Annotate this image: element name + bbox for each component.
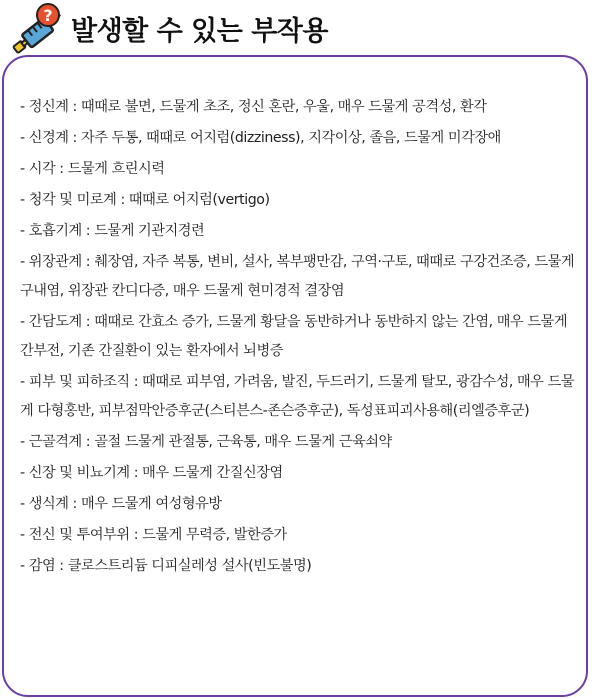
side-effects-list [20, 93, 576, 583]
list-item: - 전신 및 투여부위 : 드물게 무력증, 발한증가 [20, 527, 287, 543]
list-item: - 청각 및 미로계 : 때때로 어지럼(vertigo) [20, 192, 270, 208]
page-title: 발생할 수 있는 부작용 [71, 16, 328, 47]
list-item: - 근골격계 : 골절 드물게 관절통, 근육통, 매우 드물게 근육쇠약 [20, 434, 392, 450]
list-item: - 정신계 : 때때로 불면, 드물게 초조, 정신 혼란, 우울, 매우 드물게 공격성, 환각 [20, 99, 487, 115]
syringe-question-icon [6, 2, 68, 56]
list-item: - 피부 및 피하조직 : 때때로 피부염, 가려움, 발진, 두드러기, 드물게 탈모, 광감수성, 매우 드물게 다형홍반, 피부점막안증후군(스티븐스-존슨증후군), 독성표피괴사용해(리엘증후군) [20, 374, 575, 419]
list-item: - 신경계 : 자주 두통, 때때로 어지럼(dizziness), 지각이상, 졸음, 드물게 미각장애 [20, 130, 501, 146]
list-item: - 감염 : 클로스트리듐 디피실레성 설사(빈도불명) [20, 558, 312, 574]
side-effects-card [2, 55, 588, 697]
list-item: - 간담도계 : 때때로 간효소 증가, 드물게 황달을 동반하거나 동반하지 않는 간염, 매우 드물게 간부전, 기존 간질환이 있는 환자에서 뇌병증 [20, 314, 568, 359]
list-item: - 호흡기계 : 드물게 기관지경련 [20, 223, 205, 239]
list-item: - 위장관계 : 췌장염, 자주 복통, 변비, 설사, 복부팽만감, 구역·구토, 때때로 구강건조증, 드물게 구내염, 위장관 칸디다증, 매우 드물게 현미경적 결장염 [20, 254, 575, 299]
header [0, 0, 592, 56]
svg-text:?: ? [43, 6, 53, 25]
list-item: - 생식계 : 매우 드물게 여성형유방 [20, 496, 222, 512]
list-item: - 시각 : 드물게 흐린시력 [20, 161, 165, 177]
list-item: - 신장 및 비뇨기계 : 매우 드물게 간질신장염 [20, 465, 283, 481]
